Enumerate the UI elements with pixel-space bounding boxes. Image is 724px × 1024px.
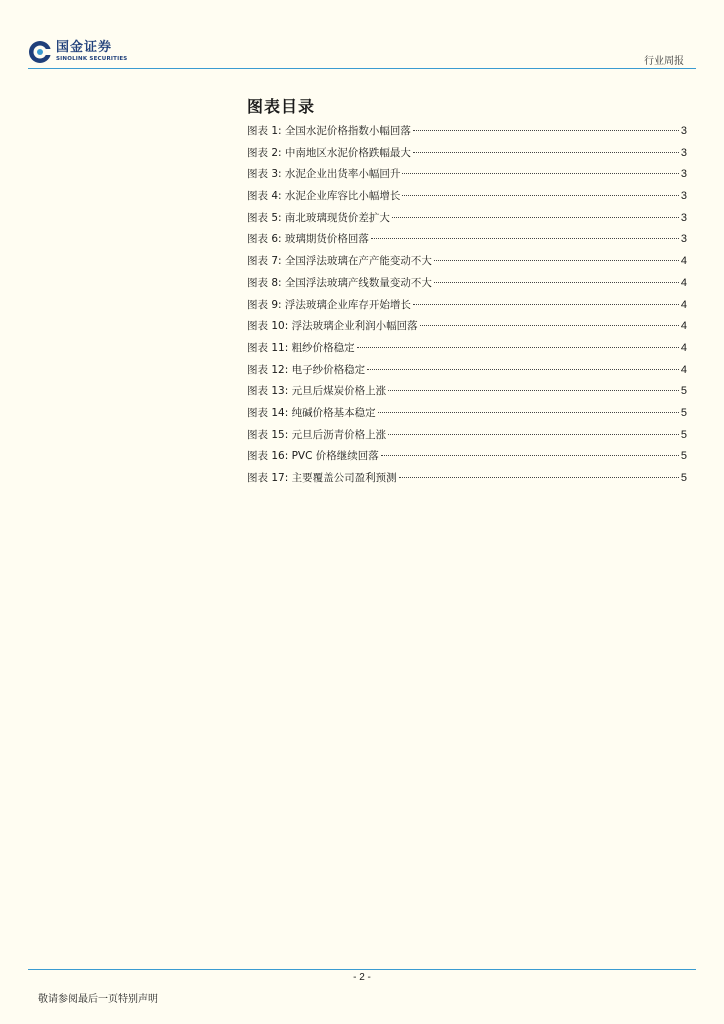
toc-entry-label <box>247 166 400 181</box>
toc-entry-label <box>247 427 386 442</box>
toc-entry-label <box>247 340 355 355</box>
figure-title: 水泥企业库容比小幅增长 <box>284 190 401 203</box>
dot-leader <box>420 325 679 326</box>
toc-entry-label <box>247 145 411 160</box>
figure-title: 全国水泥价格指数小幅回落 <box>284 125 411 137</box>
logo-name-en: SINOLINK SECURITIES <box>56 56 128 63</box>
toc-entry-label <box>247 405 376 420</box>
page-ref: 4 <box>680 255 687 268</box>
dot-leader <box>378 412 679 413</box>
toc-entry-label <box>247 297 411 312</box>
dot-leader <box>367 369 679 370</box>
toc-entry-label <box>247 188 400 203</box>
toc-entry[interactable] <box>247 123 687 145</box>
dot-leader <box>413 152 679 153</box>
figure-title: 全国浮法玻璃产线数量变动不大 <box>284 276 432 289</box>
figure-number: 图表 6: <box>247 233 282 246</box>
figure-number: 图表 12: <box>247 363 289 376</box>
figure-title: PVC 价格继续回落 <box>291 450 379 463</box>
toc-entry[interactable] <box>247 210 687 232</box>
logo-name-cn: 国金证券 <box>56 40 113 56</box>
page-ref: 3 <box>680 190 687 203</box>
figure-title: 南北玻璃现货价差扩大 <box>284 211 390 224</box>
figure-title: 粗纱价格稳定 <box>291 341 355 354</box>
dot-leader <box>357 347 679 348</box>
table-of-figures <box>247 123 687 492</box>
figure-title: 电子纱价格稳定 <box>291 363 366 376</box>
page-ref: 3 <box>680 146 687 159</box>
figure-title: 元旦后沥青价格上涨 <box>291 428 387 441</box>
toc-entry[interactable] <box>247 383 687 405</box>
dot-leader <box>388 390 679 391</box>
figure-number: 图表 13: <box>247 385 289 398</box>
page-ref: 3 <box>680 168 687 181</box>
toc-entry-label <box>247 448 379 463</box>
toc-entry-label <box>247 253 432 268</box>
toc-entry-label <box>247 362 365 377</box>
page-ref: 4 <box>680 363 687 376</box>
figure-number: 图表 2: <box>247 146 282 159</box>
toc-entry[interactable] <box>247 297 687 319</box>
figure-number: 图表 1: <box>247 125 282 137</box>
figure-number: 图表 17: <box>247 472 289 484</box>
figure-title: 元旦后煤炭价格上涨 <box>291 385 387 398</box>
figure-title: 浮法玻璃企业利润小幅回落 <box>291 320 418 333</box>
logo-icon <box>28 40 52 64</box>
footer-divider <box>28 969 696 970</box>
figure-number: 图表 10: <box>247 320 289 333</box>
toc-entry[interactable] <box>247 362 687 384</box>
toc-entry[interactable] <box>247 470 687 492</box>
toc-entry-label <box>247 470 397 485</box>
toc-entry-label <box>247 123 411 138</box>
figure-title: 纯碱价格基本稳定 <box>291 406 376 419</box>
page-ref: 5 <box>680 450 687 463</box>
figure-number: 图表 3: <box>247 168 282 181</box>
dot-leader <box>413 130 679 131</box>
dot-leader <box>402 173 678 174</box>
figure-title: 中南地区水泥价格跌幅最大 <box>284 146 411 159</box>
toc-entry[interactable] <box>247 427 687 449</box>
figure-title: 主要覆盖公司盈利预测 <box>291 472 397 484</box>
footer-disclaimer: 敬请参阅最后一页特别声明 <box>38 994 158 1005</box>
dot-leader <box>371 238 679 239</box>
dot-leader <box>392 217 679 218</box>
page-ref: 3 <box>680 211 687 224</box>
company-logo <box>28 40 127 64</box>
page-ref: 4 <box>680 298 687 311</box>
figure-number: 图表 11: <box>247 341 289 354</box>
toc-entry[interactable] <box>247 145 687 167</box>
toc-entry[interactable] <box>247 318 687 340</box>
dot-leader <box>434 260 679 261</box>
page-ref: 5 <box>680 406 687 419</box>
dot-leader <box>399 477 679 478</box>
figure-number: 图表 16: <box>247 450 289 463</box>
toc-entry-label <box>247 318 418 333</box>
toc-entry-label <box>247 231 369 246</box>
page-ref: 3 <box>680 233 687 246</box>
page-ref: 4 <box>680 320 687 333</box>
toc-entry[interactable] <box>247 275 687 297</box>
toc-entry[interactable] <box>247 405 687 427</box>
figure-number: 图表 15: <box>247 428 289 441</box>
figure-title: 全国浮法玻璃在产产能变动不大 <box>284 255 432 268</box>
figure-number: 图表 14: <box>247 406 289 419</box>
toc-entry[interactable] <box>247 231 687 253</box>
page-ref: 5 <box>680 428 687 441</box>
page-ref: 5 <box>680 472 687 484</box>
figure-number: 图表 4: <box>247 190 282 203</box>
figure-number: 图表 8: <box>247 276 282 289</box>
figure-title: 玻璃期货价格回落 <box>284 233 369 246</box>
toc-entry[interactable] <box>247 166 687 188</box>
dot-leader <box>381 455 679 456</box>
figure-number: 图表 9: <box>247 298 282 311</box>
figure-number: 图表 7: <box>247 255 282 268</box>
header-divider <box>28 68 696 69</box>
page-ref: 4 <box>680 341 687 354</box>
page-header <box>28 40 696 70</box>
toc-entry-label <box>247 275 432 290</box>
dot-leader <box>388 434 679 435</box>
figure-title: 浮法玻璃企业库存开始增长 <box>284 298 411 311</box>
report-type: 行业周报 <box>644 56 684 67</box>
page-ref: 3 <box>680 125 687 137</box>
page-ref: 5 <box>680 385 687 398</box>
toc-entry-label <box>247 383 386 398</box>
figure-number: 图表 5: <box>247 211 282 224</box>
dot-leader <box>434 282 679 283</box>
page-ref: 4 <box>680 276 687 289</box>
toc-title: 图表目录 <box>247 97 316 116</box>
dot-leader <box>402 195 678 196</box>
toc-entry[interactable] <box>247 448 687 470</box>
toc-entry-label <box>247 210 390 225</box>
toc-entry[interactable] <box>247 340 687 362</box>
toc-entry[interactable] <box>247 253 687 275</box>
page-number: - 2 - <box>353 972 371 983</box>
toc-entry[interactable] <box>247 188 687 210</box>
figure-title: 水泥企业出货率小幅回升 <box>284 168 401 181</box>
dot-leader <box>413 304 679 305</box>
